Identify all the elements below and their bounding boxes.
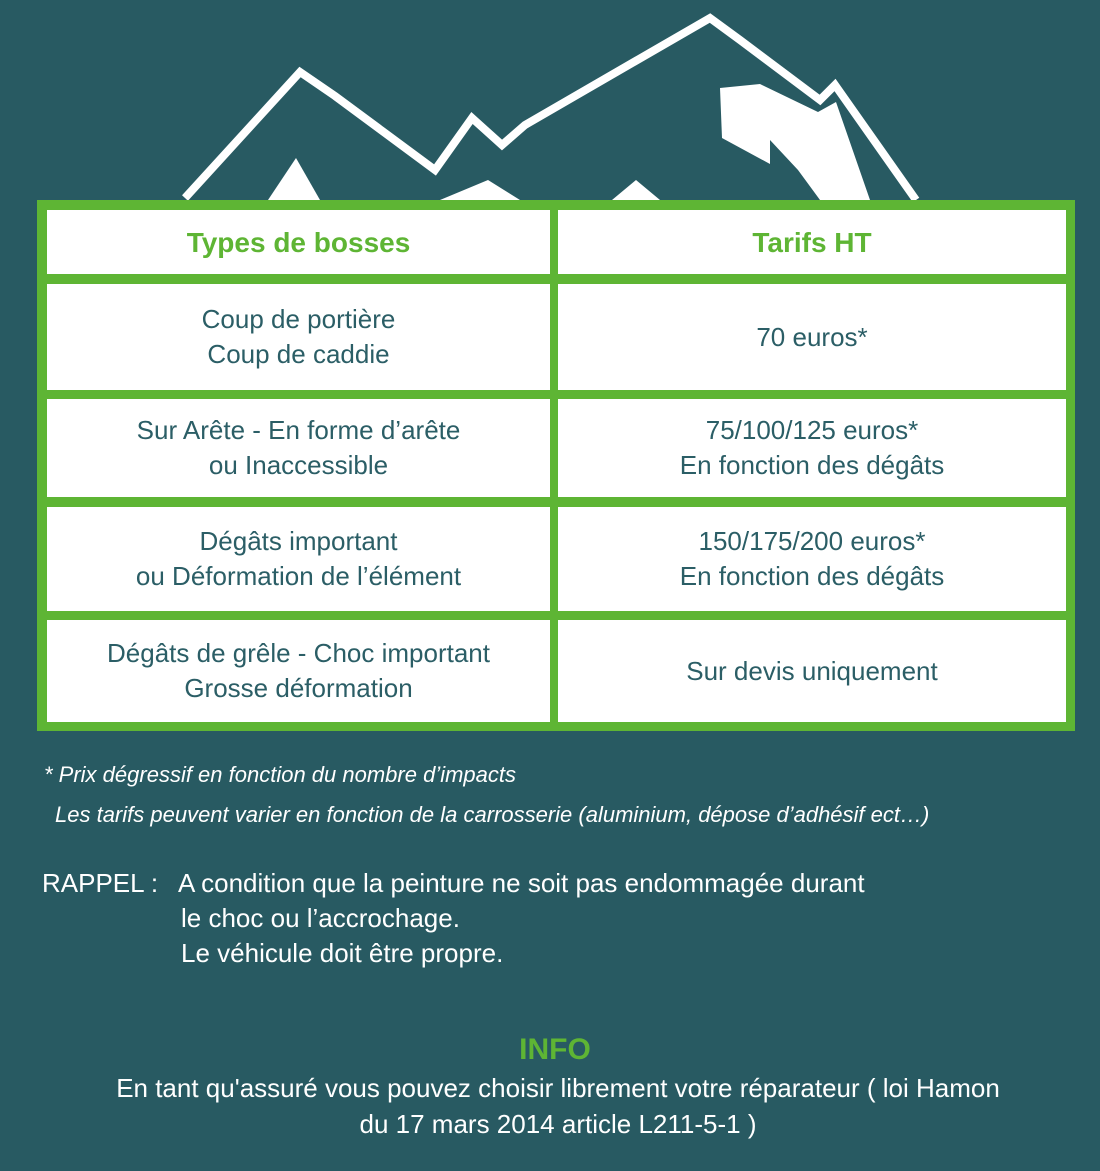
info-text: En tant qu'assuré vous pouvez choisir librement votre réparateur ( loi Hamon du 17 mars 2014 article L211-5-1 ) (116, 1073, 1000, 1139)
header-tarifs: Tarifs HT (558, 210, 1066, 274)
row-4-type: Dégâts de grêle - Choc important Grosse déformation (47, 620, 550, 722)
row-3-price: 150/175/200 euros* En fonction des dégâts (558, 507, 1066, 611)
row-1-type: Coup de portière Coup de caddie (47, 284, 550, 390)
footnote-tarifs: Les tarifs peuvent varier en fonction de la carrosserie (aluminium, dépose d’adhésif ect…) (55, 802, 930, 827)
mountain-illustration (0, 0, 1100, 210)
header-types: Types de bosses (47, 210, 550, 274)
footnote-price: * Prix dégressif en fonction du nombre d’impacts (44, 762, 517, 787)
pricing-table (37, 200, 1075, 731)
info-title: INFO (519, 1033, 591, 1066)
rappel-text: A condition que la peinture ne soit pas endommagée durant le choc ou l’accrochage. Le véhicule doit être propre. (178, 868, 865, 968)
row-2-type: Sur Arête - En forme d’arête ou Inaccessible (47, 399, 550, 497)
row-3-type: Dégâts important ou Déformation de l’élément (47, 507, 550, 611)
rappel-label: RAPPEL : (42, 868, 159, 898)
row-1-price: 70 euros* (558, 284, 1066, 390)
row-4-price: Sur devis uniquement (558, 620, 1066, 722)
row-2-price: 75/100/125 euros* En fonction des dégâts (558, 399, 1066, 497)
